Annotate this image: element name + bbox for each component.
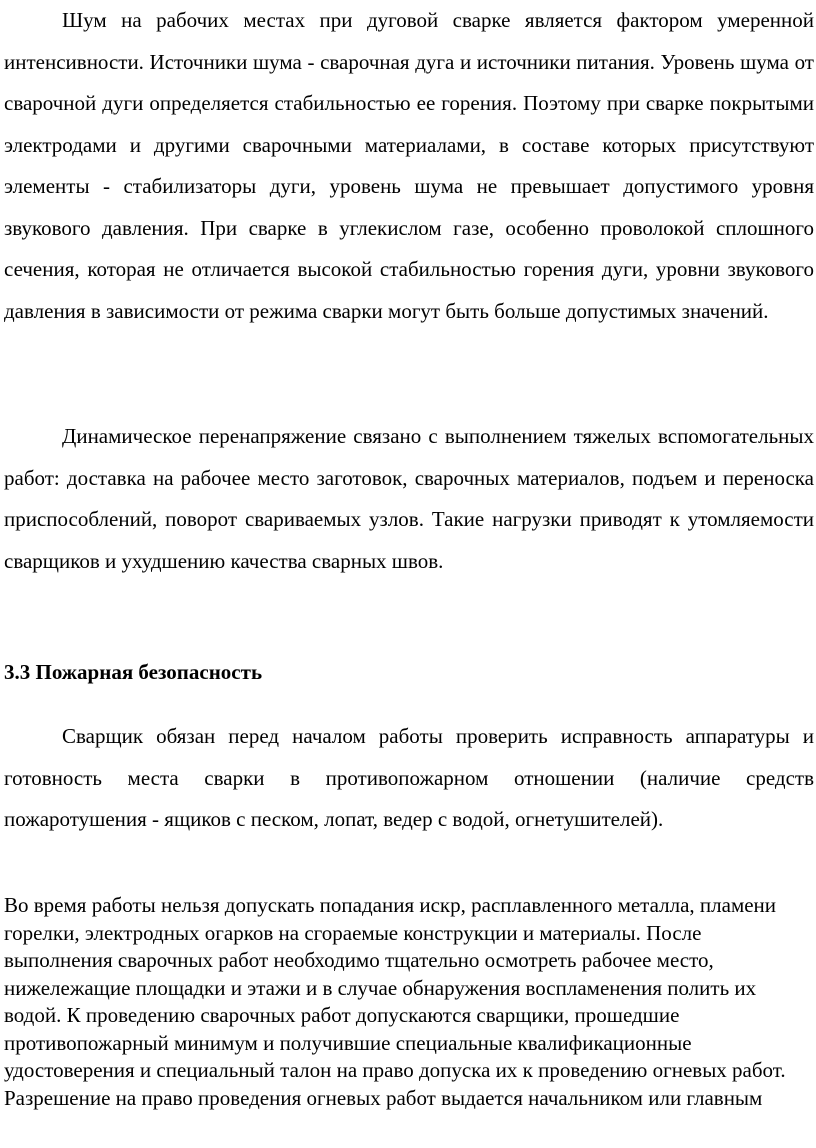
paragraph-welder-duties: Сварщик обязан перед началом работы проверить исправность аппаратуры и готовность места сварки в противопожарном отношении (наличие средств пожаротушения - ящиков с песком, лопат, ведер с водой, огнетушителей).	[4, 724, 814, 831]
paragraph-noise: Шум на рабочих местах при дуговой сварке является фактором умеренной интенсивности. Источники шума - сварочная дуга и источники питания. Уровень шума от сварочной дуги определяется стабильностью ее горения. Поэтому при сварке покрытыми электродами и другими сварочными материалами, в составе которых присутствуют элементы - стабилизаторы дуги, уровень шума не превышает допустимого уровня звукового давления. При сварке в углекислом газе, особенно проволокой сплошного сечения, которая не отличается высокой стабильностью горения дуги, уровни звукового давления в зависимости от режима сварки могут быть больше допустимых значений.	[4, 8, 814, 323]
section-heading-fire-safety: 3.3 Пожарная безопасность	[4, 660, 263, 684]
paragraph-dynamic-overload: Динамическое перенапряжение связано с выполнением тяжелых вспомогательных работ: доставка на рабочее место заготовок, сварочных материалов, подъем и переноска приспособлений, поворот свариваемых узлов. Такие нагрузки приводят к утомляемости сварщиков и ухудшению качества сварных швов.	[4, 424, 814, 573]
paragraph-work-rules: Во время работы нельзя допускать попадания искр, расплавленного металла, пламени горелки, электродных огарков на сгораемые конструкции и материалы. После выполнения сварочных работ необходимо тщательно осмотреть рабочее место, нижележащие площадки и этажи и в случае обнаружения воспламенения полить их водой. К проведению сварочных работ допускаются сварщики, прошедшие противопожарный минимум и получившие специальные квалификационные удостоверения и специальный талон на право допуска их к проведению огневых работ. Разрешение на право проведения огневых работ выдается начальником или главным	[4, 893, 786, 1110]
